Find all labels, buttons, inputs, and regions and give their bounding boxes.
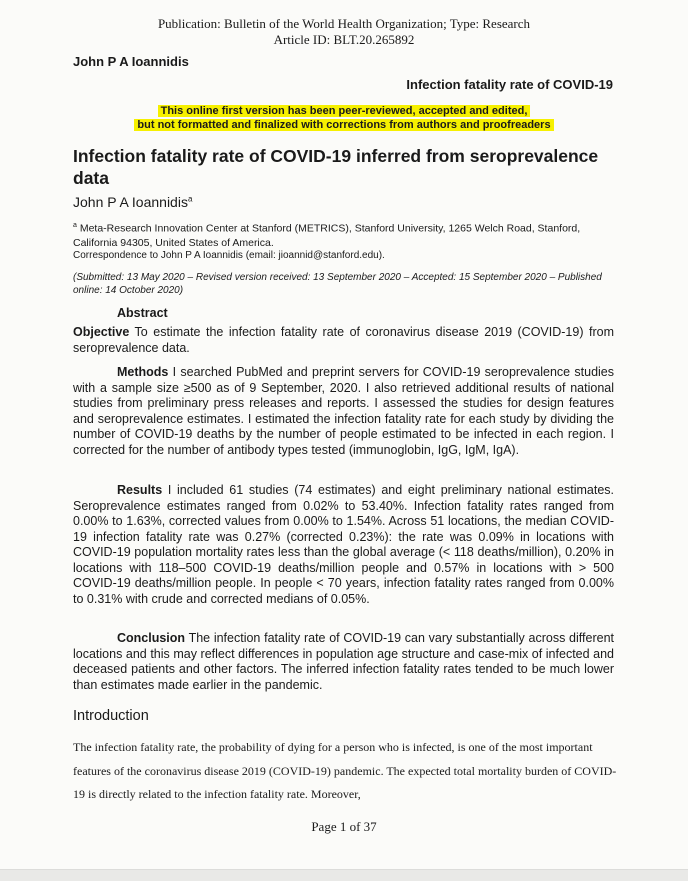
conclusion-label: Conclusion — [117, 631, 186, 645]
abstract-objective — [73, 325, 614, 356]
publication-line: Publication: Bulletin of the World Health Organization; Type: Research — [157, 16, 531, 31]
submission-dates: (Submitted: 13 May 2020 – Revised version received: 13 September 2020 – Accepted: 15 September 2020 – Published online: 14 October 2020) — [73, 272, 602, 296]
notice-line-1: This online first version has been peer-reviewed, accepted and edited, — [158, 105, 531, 117]
abstract-heading: Abstract — [117, 306, 168, 320]
viewer-bottom-strip — [0, 869, 688, 881]
article-author — [73, 194, 192, 210]
objective-text: To estimate the infection fatality rate of coronavirus disease 2019 (COVID-19) from seroprevalence data. — [73, 325, 614, 355]
conclusion-text: The infection fatality rate of COVID-19 can vary substantially across different locations and this may reflect differences in population age structure and case-mix of infected and deceased patients and other factors. The inferred infection fatality rates tended to be much lower than estimates made earlier in the pandemic. — [73, 631, 614, 692]
introduction-heading: Introduction — [73, 708, 149, 724]
article-id-line: Article ID: BLT.20.265892 — [273, 32, 415, 47]
abstract-methods — [73, 365, 614, 458]
notice-line-2: but not formatted and finalized with corrections from authors and proofreaders — [134, 119, 553, 131]
methods-label: Methods — [117, 365, 169, 379]
page-number: Page 1 of 37 — [311, 819, 377, 834]
peer-review-notice — [0, 104, 688, 132]
author-name: John P A Ioannidis — [73, 194, 188, 210]
objective-label: Objective — [73, 325, 130, 339]
results-text: I included 61 studies (74 estimates) and eight preliminary national estimates. Seroprevalence estimates ranged from 0.02% to 53.40%. Infection fatality rates ranged from 0.00% to 1.63%, corrected values from 0.00% to 1.54%. Across 51 locations, the median COVID-19 infection fatality rate was 0.27% (corrected 0.23%): the rate was 0.09% in locations with COVID-19 population mortality rates less than the global average (< 118 deaths/million), 0.20% in locations with 118–500 COVID-19 deaths/million people and 0.57% in locations with > 500 COVID-19 deaths/million people. In people < 70 years, infection fatality rates ranged from 0.00% to 0.31% with crude and corrected medians of 0.05%. — [73, 483, 614, 606]
running-author: John P A Ioannidis — [73, 54, 189, 69]
introduction-text: The infection fatality rate, the probability of dying for a person who is infected, is one of the most important features of the coronavirus disease 2019 (COVID-19) pandemic. The expected total mortality burden of COVID-19 is directly related to the infection fatality rate. Moreover, — [73, 740, 617, 801]
affiliation-mark: a — [73, 222, 77, 229]
correspondence: Correspondence to John P A Ioannidis (email: jioannid@stanford.edu). — [73, 250, 385, 261]
results-label: Results — [117, 483, 163, 497]
author-affiliation-mark: a — [187, 194, 193, 204]
running-title: Infection fatality rate of COVID-19 — [406, 77, 613, 92]
affiliation-text: Meta-Research Innovation Center at Stanford (METRICS), Stanford University, 1265 Welch Road, Stanford, California 94305, United States of America. — [73, 222, 581, 249]
affiliation — [73, 219, 603, 250]
abstract-conclusion — [73, 631, 614, 693]
publication-header — [0, 16, 688, 48]
methods-text: I searched PubMed and preprint servers for COVID-19 seroprevalence studies with a sample size ≥500 as of 9 September, 2020. I also retrieved additional results of national studies from preliminary press releases and reports. I assessed the studies for design features and seroprevalence estimates. I estimated the infection fatality rate for each study by dividing the number of COVID-19 deaths by the number of people estimated to be infected in each region. I corrected for the number of antibody types tested (immunoglobin, IgG, IgM, IgA). — [73, 365, 614, 457]
article-title: Infection fatality rate of COVID-19 inferred from seroprevalence data — [73, 146, 599, 188]
abstract-results — [73, 483, 614, 607]
